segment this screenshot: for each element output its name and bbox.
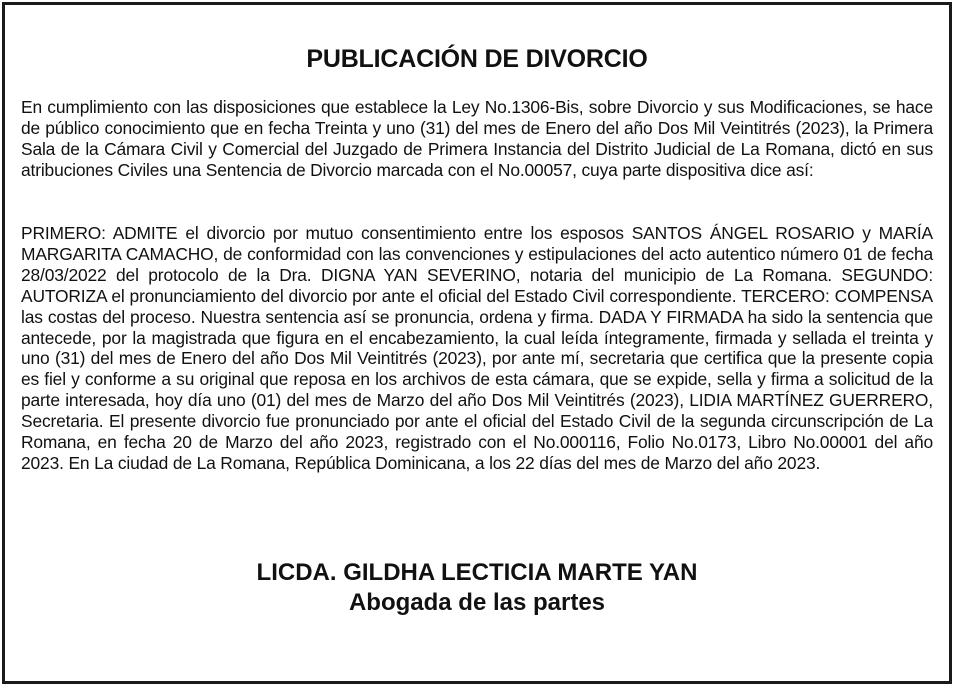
notice-paragraph-ruling: PRIMERO: ADMITE el divorcio por mutuo consentimiento entre los esposos SANTOS ÁNGEL ROSARIO y MARÍA MARGARITA CAMACHO, de conformidad con las convenciones y estipulaciones del acto autentico número 01 de fecha 28/03/2022 del protocolo de la Dra. DIGNA YAN SEVERINO, notaria del municipio de La Romana. SEGUNDO: AUTORIZA el pronunciamiento del divorcio por ante el oficial del Estado Civil correspondiente. TERCERO: COMPENSA las costas del proceso. Nuestra sentencia así se pronuncia, ordena y firma. DADA Y FIRMADA ha sido la sentencia que antecede, por la magistrada que figura en el encabezamiento, la cual leída íntegramente, firmada y sellada el treinta y uno (31) del mes de Enero del año Dos Mil Veintitrés (2023), por ante mí, secretaria que certifica que la presente copia es fiel y conforme a su original que reposa en los archivos de esta cámara, que se expide, sella y firma a solicitud de la parte interesada, hoy día uno (01) del mes de Marzo del año Dos Mil Veintitrés (2023), LIDIA MARTÍNEZ GUERRERO, Secretaria. El presente divorcio fue pronunciado por ante el oficial del Estado Civil de la segunda circunscripción de La Romana, en fecha 20 de Marzo del año 2023, registrado con el No.000116, Folio No.0173, Libro No.00001 del año 2023. En La ciudad de La Romana, República Dominicana, a los 22 días del mes de Marzo del año 2023. bbox=[21, 223, 933, 473]
signer-name: LICDA. GILDHA LECTICIA MARTE YAN bbox=[256, 559, 698, 586]
notice-paragraph-intro: En cumplimiento con las disposiciones que establece la Ley No.1306-Bis, sobre Divorcio y sus Modificaciones, se hace de público conocimiento que en fecha Treinta y uno (31) del mes de Enero del año Dos Mil Veintitrés (2023), la Primera Sala de la Cámara Civil y Comercial del Juzgado de Primera Instancia del Distrito Judicial de La Romana, dictó en sus atribuciones Civiles una Sentencia de Divorcio marcada con el No.00057, cuya parte dispositiva dice así: bbox=[21, 97, 933, 180]
signer-role: Abogada de las partes bbox=[348, 589, 606, 616]
notice-frame bbox=[2, 2, 952, 684]
notice-title: PUBLICACIÓN DE DIVORCIO bbox=[306, 45, 648, 73]
